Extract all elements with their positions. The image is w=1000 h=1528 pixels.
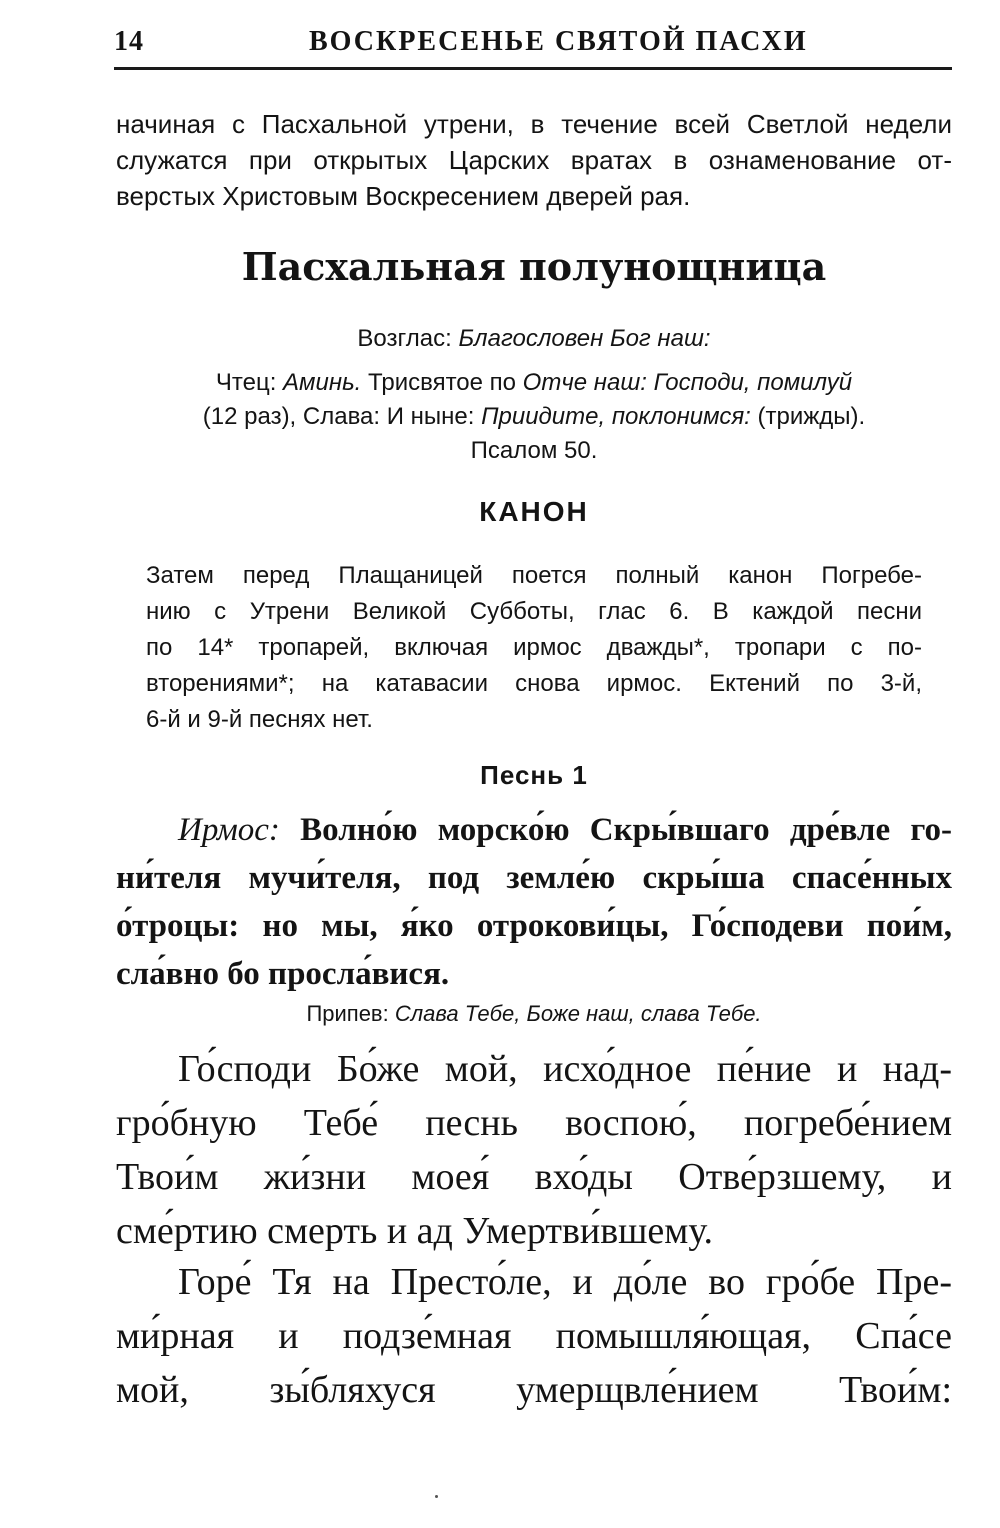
- rubric-line: Затем перед Плащаницей поется полный канон Погребе-: [146, 562, 922, 589]
- page-number: 14: [114, 26, 144, 57]
- troparion-line: гро́бную Тебе́ песнь воспою́, погребе́нием: [116, 1102, 952, 1144]
- rubric-line: вторениями*; на катавасии снова ирмос. Ектений по 3-й,: [146, 670, 922, 697]
- canon-heading: КАНОН: [479, 496, 589, 527]
- troparion-line: Го́споди Бо́же мой, исхо́дное пе́ние и над-: [178, 1048, 952, 1090]
- running-head: [114, 24, 952, 68]
- reader-our-father: Отче наш: Господи, помилуй: [522, 369, 853, 396]
- header-rule: [114, 67, 952, 70]
- rubric-line: нию с Утрени Великой Субботы, глас 6. В каждой песни: [146, 598, 922, 625]
- refrain-text: Слава Тебе, Боже наш, слава Тебе.: [394, 1001, 762, 1026]
- exclamation-line: [116, 323, 952, 355]
- reader-label: Чтец:: [215, 369, 284, 396]
- exclamation-label: Возглас:: [357, 325, 459, 352]
- exclamation-text: Благословен Бог наш:: [458, 325, 711, 352]
- reader-line-1: [116, 366, 952, 400]
- troparion-line: Горе́ Тя на Престо́ле, и до́ле во гро́бе Пре-: [178, 1261, 952, 1303]
- refrain-line: [116, 998, 952, 1030]
- reader-come: Приидите, поклонимся:: [481, 403, 751, 430]
- scan-speck: [435, 1495, 438, 1498]
- ode-heading: Песнь 1: [480, 760, 588, 790]
- canon-rubric: [146, 558, 922, 738]
- irmos-label: Ирмос:: [178, 812, 280, 848]
- irmos-line: [116, 806, 952, 854]
- troparion-line: мой, зы́бляхуся умерщвле́нием Твои́м:: [116, 1369, 952, 1411]
- irmos-line: ни́теля мучи́теля, под земле́ю скры́ша спасе́нных: [116, 860, 952, 896]
- section-title: Пасхальная полунощница: [241, 244, 827, 289]
- troparion-2: [116, 1255, 952, 1417]
- intro-paragraph: [116, 106, 952, 214]
- refrain-label: Припев:: [306, 1001, 395, 1026]
- troparion-line: сме́ртию смерть и ад Умертви́вшему.: [116, 1210, 714, 1252]
- troparion-line: ми́рная и подзе́мная помышля́ющая, Спа́се: [116, 1315, 952, 1357]
- intro-line: начиная с Пасхальной утрени, в течение всей Светлой недели: [116, 109, 952, 139]
- irmos-line-text: Волно́ю морско́ю Скры́вшаго дре́вле го-: [279, 812, 952, 848]
- reader-line-2: [116, 400, 952, 434]
- running-title: ВОСКРЕСЕНЬЕ СВЯТОЙ ПАСХИ: [309, 26, 808, 57]
- intro-line: верстых Христовым Воскресением дверей рая.: [116, 181, 691, 211]
- irmos-line: сла́вно бо просла́вися.: [116, 956, 450, 992]
- reader-rubric: [116, 366, 952, 468]
- reader-twelve: (12 раз), Слава: И ныне:: [202, 403, 482, 430]
- reader-trisagion: Трисвятое по: [361, 369, 523, 396]
- troparion-line: Твои́м жи́зни моея́ вхо́ды Отве́рзшему, и: [116, 1156, 952, 1198]
- troparion-1: [116, 1042, 952, 1258]
- irmos-line: о́троцы: но мы, я́ко отрокови́цы, Го́сподеви пои́м,: [116, 908, 952, 944]
- rubric-line: 6-й и 9-й песнях нет.: [146, 706, 373, 733]
- reader-amen: Аминь.: [283, 369, 362, 396]
- reader-psalm: Псалом 50.: [470, 437, 598, 464]
- rubric-line: по 14* тропарей, включая ирмос дважды*, тропари с по-: [146, 634, 922, 661]
- irmos-paragraph: [116, 806, 952, 998]
- intro-line: служатся при открытых Царских вратах в ознаменование от-: [116, 145, 952, 175]
- reader-thrice: (трижды).: [750, 403, 866, 430]
